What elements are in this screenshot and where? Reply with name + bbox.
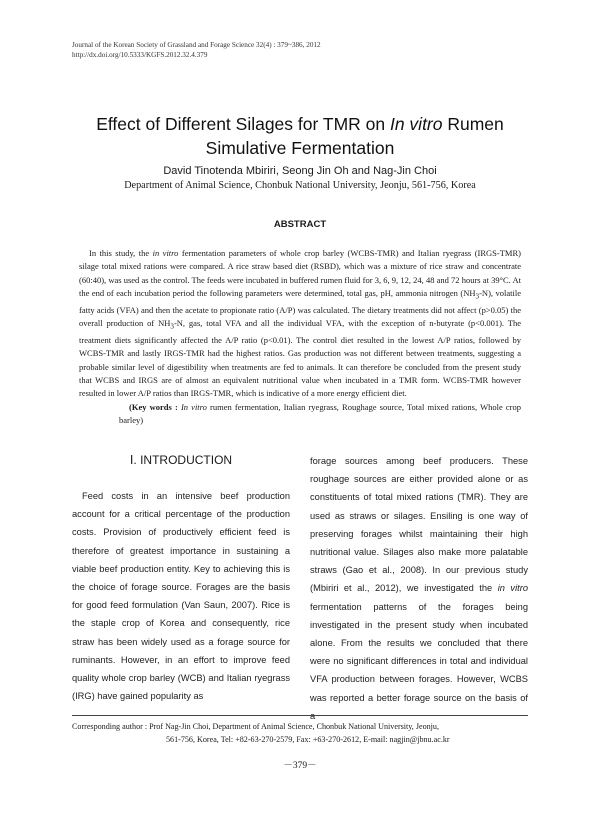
keywords: (Key words : In vitro rumen fermentation, Italian ryegrass, Roughage source, Total mixed rations, Whole crop barley)	[119, 401, 521, 425]
abstract-heading: ABSTRACT	[273, 219, 327, 230]
affiliation: Department of Animal Science, Chonbuk National University, Jeonju, 561-756, Korea	[124, 180, 476, 191]
keywords-label: (Key words :	[129, 401, 178, 412]
section-heading-introduction: Ⅰ. INTRODUCTION	[129, 453, 233, 467]
right-column	[310, 452, 528, 725]
journal-citation: Journal of the Korean Society of Grassland and Forage Science 32(4) : 379~386, 2012	[72, 41, 321, 49]
page-number: －379－	[283, 761, 317, 771]
footnote-line-1: Corresponding author : Prof Nag-Jin Choi, Department of Animal Science, Chonbuk National University, Jeonju,	[72, 722, 440, 731]
introduction-paragraph-right: forage sources among beef producers. These roughage sources are either provided alone or as constituents of total mixed rations (TMR). They are used as straws or silages. Ensiling is one way of preserving forages whilst maintaining their high nutritional value. Silages also make more palatable straws (Gao et al., 2008). In our previous study (Mbiriri et al., 2012), we investigated the in vitro fermentation patterns of the forages being investigated in the present study when incubated alone. From the results we concluded that there were no significant differences in total and individual VFA production between forages. However, WCBS was reported a better forage source on the basis of a	[310, 456, 528, 721]
introduction-paragraph-left: Feed costs in an intensive beef production account for a critical percentage of the production costs. Provision of productively efficient feed is therefore of greatest importance in sustaining a viable beef production entity. Key to achieving this is the choice of forage source. Forages are the basis for good feed formulation (Van Saun, 2007). Rice is the staple crop of Korea and consequently, rice straw has been widely used as a forage source for ruminants. However, in an effort to improve feed quality whole crop barley (WCB) and Italian ryegrass (IRG) have gained popularity as	[72, 491, 290, 702]
abstract-body: In this study, the in vitro fermentation parameters of whole crop barley (WCBS-TMR) and Italian ryegrass (IRGS-TMR) silage total mixed rations were compared. A rice straw based diet (RSBD), which was a mixture of rice straw and concentrate (60:40), was used as the control. The feeds were incubated in buffered rumen fluid for 3, 6, 9, 12, 24, 48 and 72 hours at 39°C. At the end of each incubation period the following parameters were determined, total gas, pH, ammonia nitrogen $(NH_3-N)$, volatile fatty acids (VFA) and then the acetate to propionate ratio (A/P) was calculated. The dietary treatments did not affect (p>0.05) the overall production of $NH_3-N$, gas, total VFA and all the individual VFA, with the exception of n-butyrate (p<0.001). The treatment diets significantly affected the A/P ratio (p<0.01). The control diet resulted in the lowest A/P ratios, followed by WCBS-TMR and lastly IRGS-TMR had the highest ratios. Gas production was not different between treatments, suggesting a probable similar level of digestibility when treatments are fed to animals. It can therefore be concluded from the present study that WCBS and IRGS are of almost an equivalent nutritional value when incubated in a TMR form. WCBS-TMR however resulted in lower A/P ratios than IRGS-TMR, which is indicative of a more energy efficient diet.	[79, 248, 522, 399]
title-line-2: Simulative Fermentation	[205, 138, 395, 158]
footnote-divider	[72, 715, 528, 716]
left-column	[72, 452, 290, 705]
journal-header	[72, 40, 532, 60]
footnote-line-2: 561-756, Korea, Tel: +82-63-270-2579, Fax: +63-270-2612, E-mail: nagjin@jbnu.ac.kr	[166, 735, 450, 745]
paper-title	[60, 112, 540, 160]
abstract	[79, 247, 521, 427]
doi-link[interactable]: http://dx.doi.org/10.5333/KGFS.2012.32.4.379	[72, 51, 208, 59]
corresponding-author-footnote	[72, 720, 528, 747]
title-line-1: Effect of Different Silages for TMR on In vitro Rumen	[96, 114, 504, 134]
authors: David Tinotenda Mbiriri, Seong Jin Oh and Nag-Jin Choi	[163, 165, 437, 177]
